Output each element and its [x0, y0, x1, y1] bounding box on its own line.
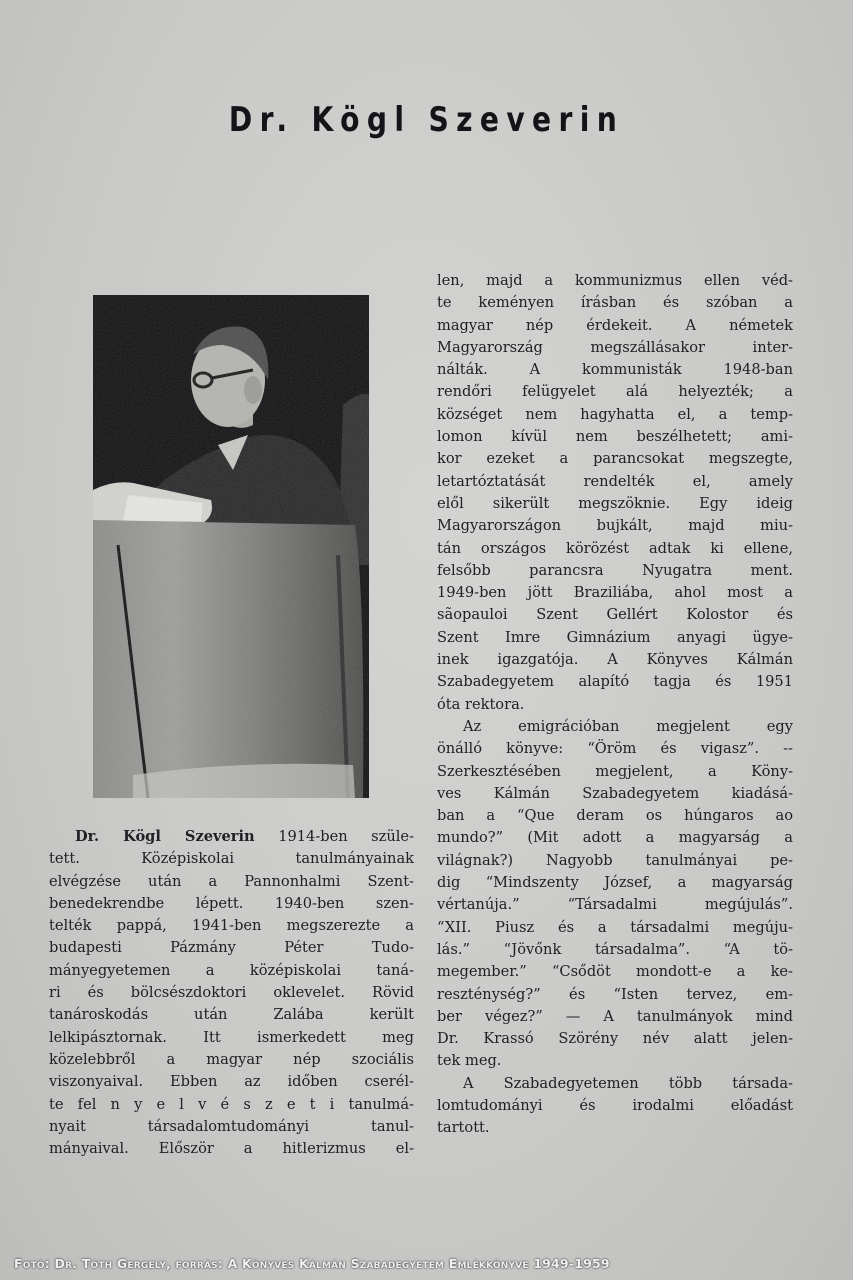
text-line: önálló könyve: “Öröm és vigasz”. -- — [437, 740, 793, 758]
text-line: felsőbb parancsra Nyugatra ment. — [437, 561, 793, 579]
text-line: tanároskodás után Zalába került — [49, 1006, 414, 1024]
text-line: mányaival. Először a hitlerizmus el- — [49, 1140, 414, 1158]
page-title: Dr. Kögl Szeverin — [228, 100, 625, 140]
left-column — [49, 826, 414, 1160]
text-line: benedekrendbe lépett. 1940-ben szen- — [49, 894, 414, 912]
text-line: telték pappá, 1941-ben megszerezte a — [49, 917, 414, 935]
text-line: tett. Középiskolai tanulmányainak — [49, 850, 414, 868]
text-fragment: 1914-ben szüle- — [254, 828, 414, 845]
text-line: letartóztatását rendelték el, amely — [437, 472, 793, 490]
text-line: kor ezeket a parancsokat megszegte, — [437, 450, 793, 468]
text-line: tartott. — [437, 1119, 490, 1137]
text-line: mundo?” (Mit adott a magyarság a — [437, 829, 793, 847]
text-line: elvégzése után a Pannonhalmi Szent- — [49, 872, 414, 890]
text-line: Dr. Krassó Szörény név alatt jelen- — [437, 1030, 793, 1048]
text-line: tek meg. — [437, 1052, 502, 1070]
portrait-photo — [93, 295, 369, 798]
text-line — [49, 826, 414, 848]
text-line: inek igazgatója. A Könyves Kálmán — [437, 651, 793, 669]
text-line: dig “Mindszenty József, a magyarság — [437, 874, 793, 892]
text-line: lomtudományi és irodalmi előadást — [437, 1096, 793, 1114]
text-line: lomon kívül nem beszélhetett; ami- — [437, 428, 793, 446]
text-line: Szabadegyetem alapító tagja és 1951 — [437, 673, 793, 691]
text-line: elől sikerült megszöknie. Egy ideig — [437, 494, 793, 512]
text-line: 1949-ben jött Braziliába, ahol most a — [437, 584, 793, 602]
text-line: ri és bölcsészdoktori oklevelet. Rövid — [49, 984, 414, 1002]
text-line: te keményen írásban és szóban a — [437, 294, 793, 312]
text-line: budapesti Pázmány Péter Tudo- — [49, 939, 414, 957]
text-line: te fel n y e l v é s z e t i tanulmá- — [49, 1095, 414, 1113]
text-line: közelebbről a magyar nép szociális — [49, 1050, 414, 1068]
text-line: rendőri felügyelet alá helyezték; a — [437, 383, 793, 401]
text-line: ban a “Que deram os húngaros ao — [437, 807, 793, 825]
text-line: ber végez?” — A tanulmányok mind — [437, 1007, 793, 1025]
text-line: nálták. A kommunisták 1948-ban — [437, 361, 793, 379]
text-line: községet nem hagyhatta el, a temp- — [437, 405, 793, 423]
photo-credit: Fotó: Dr. Tóth Gergely, forrás: A Könyves Kálmán Szabadegyetem Emlékkönyve 1949-1959 — [14, 1256, 610, 1271]
text-line: Szent Imre Gimnázium anyagi ügye- — [437, 628, 793, 646]
text-line: tán országos körözést adtak ki ellene, — [437, 539, 793, 557]
text-line: világnak?) Nagyobb tanulmányai pe- — [437, 851, 793, 869]
text-line: lelkipásztornak. Itt ismerkedett meg — [49, 1028, 414, 1046]
text-line: Magyarország megszállásakor inter- — [437, 338, 793, 356]
text-line: megember.” “Csődöt mondott-e a ke- — [437, 963, 793, 981]
lead-name: Dr. Kögl Szeverin — [75, 828, 255, 845]
paragraph — [437, 716, 793, 1073]
text-line: vértanúja.” “Társadalmi megújulás”. — [437, 896, 793, 914]
text-line: viszonyaival. Ebben az időben cserél- — [49, 1073, 414, 1091]
text-line: Szerkesztésében megjelent, a Köny- — [437, 762, 793, 780]
portrait-image — [93, 295, 369, 798]
text-line: óta rektora. — [437, 695, 525, 713]
text-line: len, majd a kommunizmus ellen véd- — [437, 272, 793, 289]
text-line: sãopauloi Szent Gellért Kolostor és — [437, 606, 793, 624]
text-line: Az emigrációban megjelent egy — [463, 717, 793, 735]
text-line: “XII. Piusz és a társadalmi megúju- — [437, 918, 793, 936]
text-line: lás.” “Jövőnk társadalma”. “A tö- — [437, 940, 793, 958]
text-line: ves Kálmán Szabadegyetem kiadásá- — [437, 784, 793, 802]
text-line: magyar nép érdekeit. A németek — [437, 316, 793, 334]
paragraph — [437, 1073, 793, 1140]
text-line: nyait társadalomtudományi tanul- — [49, 1117, 414, 1135]
paragraph — [437, 270, 793, 716]
text-line: mányegyetemen a középiskolai taná- — [49, 961, 414, 979]
text-line: Magyarországon bujkált, majd miu- — [437, 517, 793, 535]
right-column — [437, 270, 793, 1140]
text-line: reszténység?” és “Isten tervez, em- — [437, 985, 793, 1003]
text-line: A Szabadegyetemen több társada- — [463, 1074, 793, 1092]
